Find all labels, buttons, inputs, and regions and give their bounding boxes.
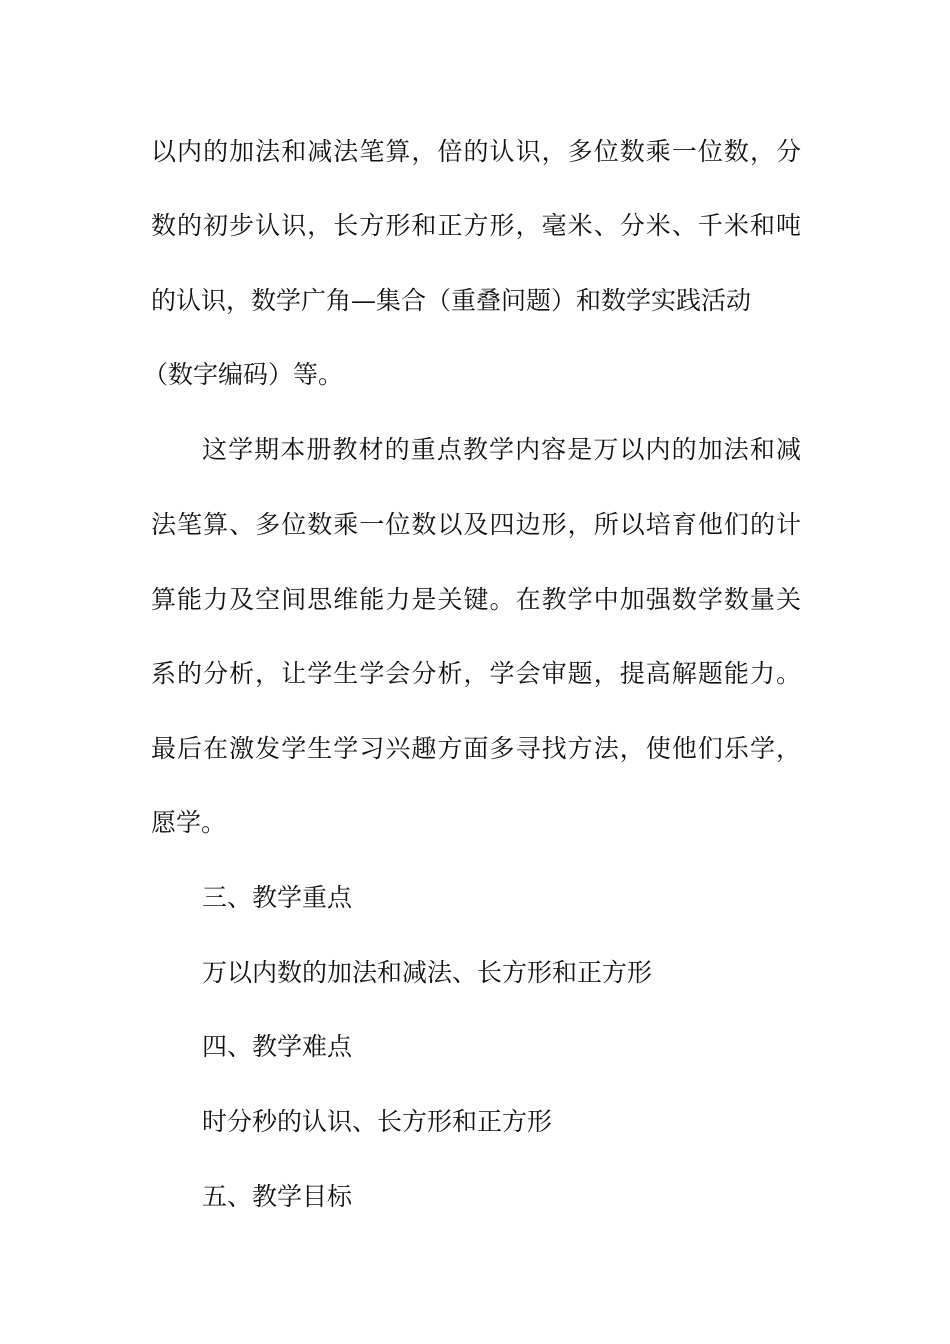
- paragraph-line: 系的分析，让学生学会分析，学会审题，提高解题能力。: [151, 659, 801, 688]
- section-heading: 四、教学难点: [202, 1032, 353, 1061]
- section-content: 时分秒的认识、长方形和正方形: [202, 1107, 553, 1136]
- section-heading: 五、教学目标: [202, 1182, 353, 1211]
- paragraph-line: 愿学。: [151, 808, 227, 837]
- section-content: 万以内数的加法和减法、长方形和正方形: [202, 958, 653, 987]
- paragraph-line: 算能力及空间思维能力是关键。在教学中加强数学数量关: [151, 585, 801, 614]
- paragraph-line: 这学期本册教材的重点教学内容是万以内的加法和减: [202, 435, 801, 464]
- paragraph-line: 的认识，数学广角—集合（重叠问题）和数学实践活动: [151, 286, 752, 315]
- paragraph-line: 以内的加法和减法笔算，倍的认识，多位数乘一位数，分: [151, 137, 801, 166]
- paragraph-line: （数字编码）等。: [143, 360, 344, 389]
- section-heading: 三、教学重点: [202, 883, 353, 912]
- paragraph-line: 法笔算、多位数乘一位数以及四边形，所以培育他们的计: [151, 510, 801, 539]
- paragraph-line: 数的初步认识，长方形和正方形，毫米、分米、千米和吨: [151, 211, 801, 240]
- paragraph-line: 最后在激发学生学习兴趣方面多寻找方法，使他们乐学，: [151, 734, 801, 763]
